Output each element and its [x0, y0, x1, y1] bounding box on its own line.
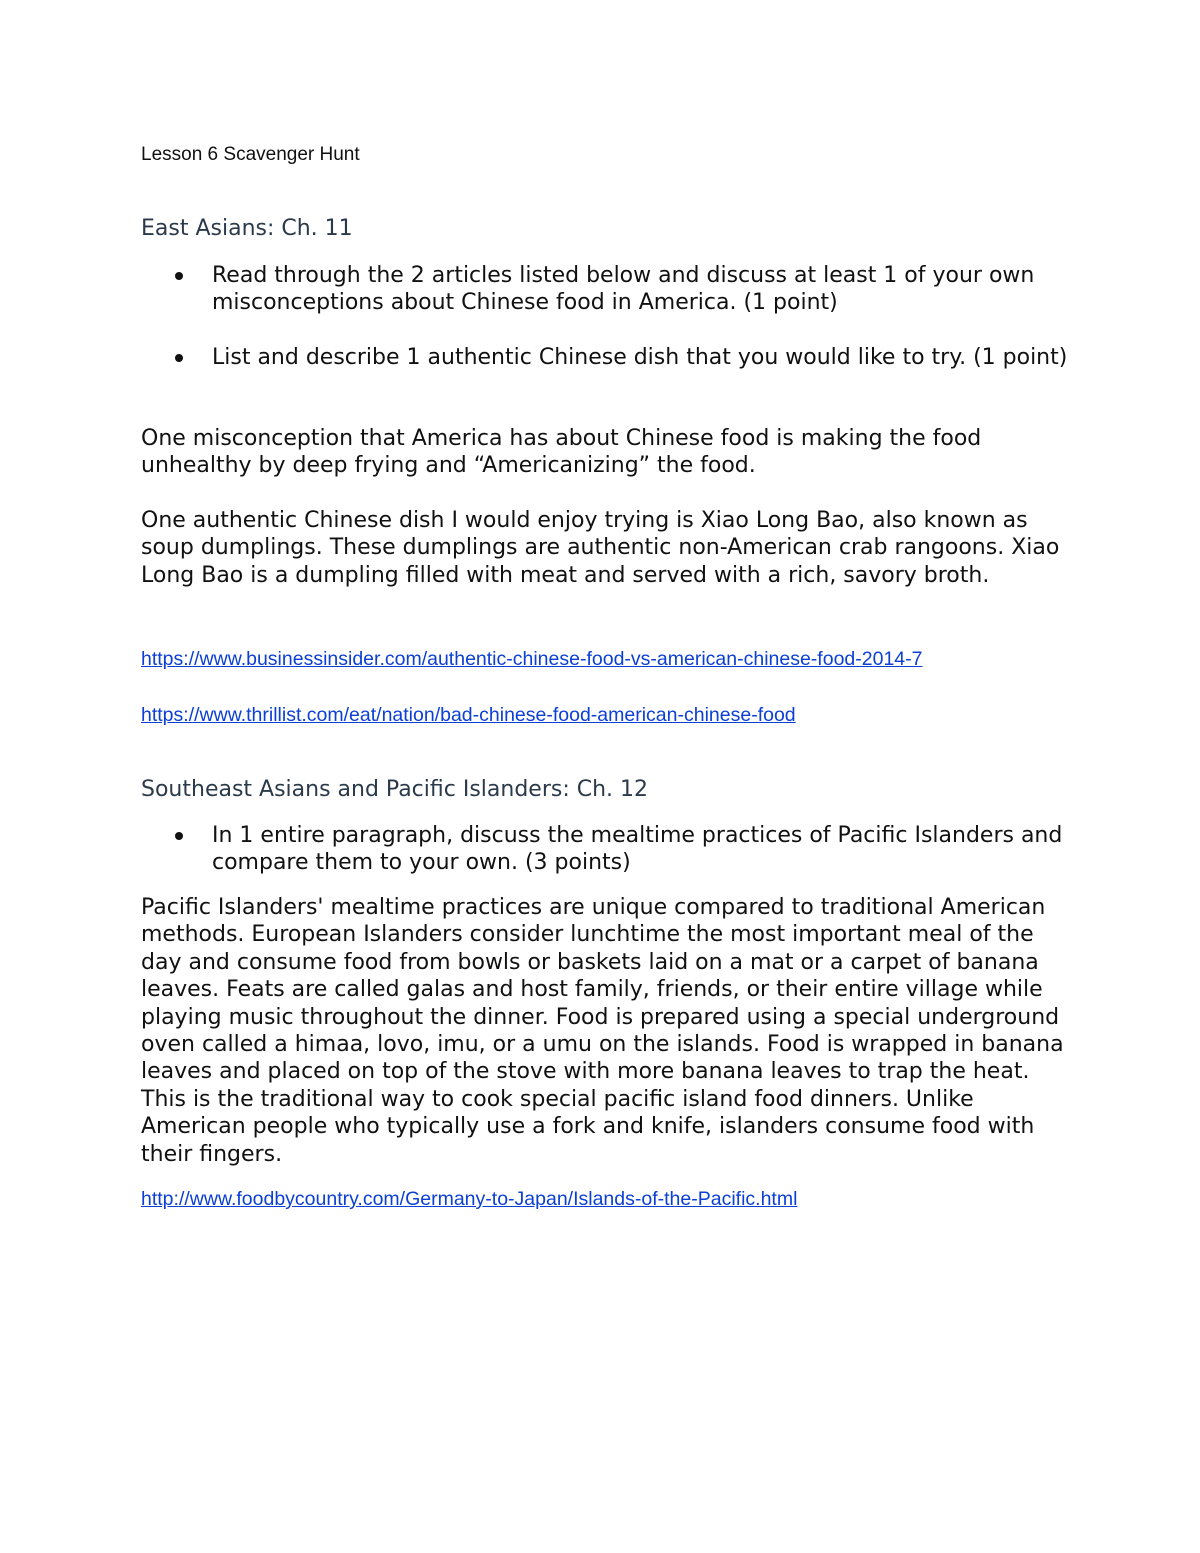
section-heading-east-asians: East Asians: Ch. 11	[141, 216, 353, 241]
section-heading-southeast-asians: Southeast Asians and Pacific Islanders: Ch. 12	[141, 777, 649, 802]
answer-paragraph-pacific-islanders: Pacific Islanders' mealtime practices are unique compared to traditional American methods. European Islanders consider lunchtime the most important meal of the day and consume food from bowls or baskets laid on a mat or a carpet of banana leaves. Feats are called galas and host family, friends, or their entire village while playing music throughout the dinner. Food is prepared using a special underground oven called a himaa, lovo, imu, or a umu on the islands. Food is wrapped in banana leaves and placed on top of the stove with more banana leaves to trap the heat. This is the traditional way to cook special pacific island food dinners. Unlike American people who typically use a fork and knife, islanders consume food with their fingers.	[141, 895, 1064, 1167]
answer-paragraph-misconception: One misconception that America has about Chinese food is making the food unhealthy by deep frying and “Americanizing” the food.	[141, 426, 982, 479]
list-item	[141, 822, 1071, 876]
bullet-text: Read through the 2 articles listed below and discuss at least 1 of your own misconceptions about Chinese food in America. (1 point)	[212, 263, 1035, 315]
list-item	[141, 262, 1071, 316]
bullet-icon	[175, 354, 183, 362]
bullet-icon	[175, 272, 183, 280]
section1-bullet-list	[141, 262, 1071, 371]
bullet-icon	[175, 832, 183, 840]
answer-paragraph-dish: One authentic Chinese dish I would enjoy trying is Xiao Long Bao, also known as soup dumplings. These dumplings are authentic non-American crab rangoons. Xiao Long Bao is a dumpling filled with meat and served with a rich, savory broth.	[141, 508, 1060, 588]
link-foodbycountry[interactable]: http://www.foodbycountry.com/Germany-to-Japan/Islands-of-the-Pacific.html	[141, 1188, 798, 1210]
document-title: Lesson 6 Scavenger Hunt	[141, 144, 360, 165]
bullet-text: List and describe 1 authentic Chinese dish that you would like to try. (1 point)	[212, 345, 1068, 370]
section2-bullet-list	[141, 822, 1071, 876]
link-businessinsider[interactable]: https://www.businessinsider.com/authentic-chinese-food-vs-american-chinese-food-2014-7	[141, 648, 923, 670]
list-item	[141, 344, 1071, 371]
bullet-text: In 1 entire paragraph, discuss the mealtime practices of Pacific Islanders and compare them to your own. (3 points)	[212, 823, 1063, 875]
link-thrillist[interactable]: https://www.thrillist.com/eat/nation/bad-chinese-food-american-chinese-food	[141, 704, 796, 726]
